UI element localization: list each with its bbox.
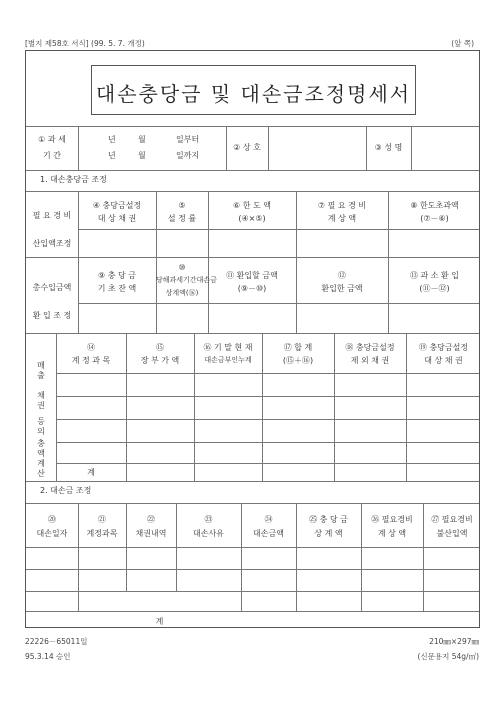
title-box	[91, 65, 416, 115]
col-disallow: ㉗ 필요경비	[431, 515, 473, 524]
col-return-due-2: (⑨－⑩)	[237, 284, 267, 293]
period-label: ① 과 세	[38, 135, 66, 144]
col-amount: 대손금액	[253, 529, 284, 538]
row-a-label: 필 요 경 비	[32, 211, 72, 220]
form-number: [별지 제58호 서식] (99. 5. 7. 개정)	[25, 39, 145, 48]
page-side: (앞 쪽)	[451, 39, 474, 48]
period-month-from: 월	[138, 135, 146, 144]
col-detail-no: ㉒	[147, 515, 155, 524]
col-date-no: ⑳	[48, 515, 56, 524]
period-day-from: 일부터	[176, 135, 200, 144]
col-offset-2: 상계액(⑯)	[165, 289, 199, 297]
footer-size: 210㎜×297㎜	[429, 637, 479, 646]
row-c-char: 권	[37, 401, 45, 410]
col-rate: 설 정 률	[167, 214, 197, 223]
col-offset2: ㉕ 충 당 금	[309, 515, 348, 524]
col-limit-2: (④×⑤)	[238, 214, 266, 223]
period-label-2: 기 간	[43, 151, 61, 160]
period-year-from: 년	[108, 135, 116, 144]
col-reason: 대손사유	[193, 529, 224, 538]
col-returned: 환입한 금액	[321, 284, 363, 293]
col-year-end-2: 대손금부인누계	[204, 356, 252, 364]
col-book: 장 부 가 액	[140, 356, 180, 365]
col-offset-no: ⑩	[178, 263, 186, 272]
col-amount-no: ㉔	[264, 515, 273, 524]
row-c-char: 의	[37, 427, 45, 436]
row-b-label: 총수입금액	[32, 283, 72, 292]
col-expense: ⑦ 필 요 경 비	[317, 201, 367, 210]
row-c-char: 액	[37, 449, 45, 458]
col-excess: ⑧ 한도초과액	[410, 201, 459, 210]
period-day-to: 일까지	[176, 151, 200, 160]
col-sum: ⑰ 합 계	[283, 343, 313, 352]
period-month-to: 월	[138, 151, 146, 160]
row-c-char: 계	[37, 459, 45, 468]
row-c-char: 산	[37, 469, 45, 478]
name-label: ③ 성 명	[374, 143, 403, 152]
row-c-char: 채	[37, 391, 45, 400]
col-detail: 채권내역	[135, 529, 167, 538]
col-account: 계 정 과 목	[71, 356, 111, 365]
col-expense-2: 계 상 액	[327, 214, 357, 223]
col-setting-base-2: 대 상 채 권	[97, 214, 137, 223]
company-label: ② 상 호	[233, 143, 261, 152]
col-acct: 계정과목	[86, 529, 118, 538]
col-disallow-2: 불산입액	[436, 529, 468, 538]
col-book-no: ⑮	[156, 343, 164, 352]
footer-paper: (신문용지 54g/㎡)	[417, 652, 479, 661]
col-setting-base: ④ 충당금설정	[92, 201, 142, 210]
col-target-2: 대 상 채 권	[424, 356, 463, 365]
col-excluded-2: 제 외 채 권	[350, 356, 390, 365]
col-acct-no: ㉑	[98, 515, 106, 524]
section2-total: 계	[155, 617, 164, 626]
period-year-to: 년	[108, 151, 116, 160]
col-target: ⑲ 충당금설정	[418, 343, 469, 352]
col-exp2-2: 계 상 액	[377, 529, 407, 538]
col-exp2: ㉖ 필요경비	[371, 515, 413, 524]
col-offset2-2: 상 계 액	[314, 529, 343, 538]
col-return-due: ⑪ 환입할 금액	[226, 271, 278, 280]
footer-approval: 95.3.14 승인	[25, 652, 71, 661]
col-excluded: ⑱ 충당금설정	[345, 343, 395, 352]
row-a-label-2: 산입액조정	[32, 239, 72, 248]
col-returned-no: ⑫	[338, 271, 346, 280]
row-c-char: 매	[37, 361, 45, 370]
page-title: 대손충당금 및 대손금조정명세서	[95, 82, 412, 106]
row-b-label-2: 환 입 조 정	[32, 311, 72, 320]
col-date: 대손일자	[36, 529, 68, 538]
col-under-return-2: (⑪－⑫)	[419, 284, 450, 293]
col-limit: ⑥ 한 도 액	[233, 201, 271, 210]
col-opening: ⑨ 충 당 금	[98, 271, 136, 280]
col-year-end: ⑯ 기 말 현 재	[203, 343, 253, 352]
col-offset: 당해과세기간대손금	[156, 276, 217, 284]
footer-code: 22226－65011일	[25, 637, 88, 646]
col-opening-2: 기 초 잔 액	[97, 284, 137, 293]
col-account-no: ⑭	[87, 343, 95, 352]
col-under-return: ⑬ 과 소 환 입	[409, 271, 460, 280]
col-excess-2: (⑦－⑥)	[420, 214, 449, 223]
row-c-char: 충	[37, 439, 45, 448]
row-c-char: 출	[37, 371, 45, 380]
section1-total: 계	[87, 468, 95, 477]
col-sum-2: (⑮＋⑯)	[282, 356, 314, 365]
col-reason-no: ㉓	[204, 515, 213, 524]
row-c-char: 등	[37, 417, 45, 426]
form-frame	[25, 50, 480, 628]
section2-title: 2. 대손금 조정	[40, 486, 92, 495]
col-rate-no: ⑤	[178, 201, 186, 210]
section1-title: 1. 대손충당금 조정	[40, 175, 107, 184]
